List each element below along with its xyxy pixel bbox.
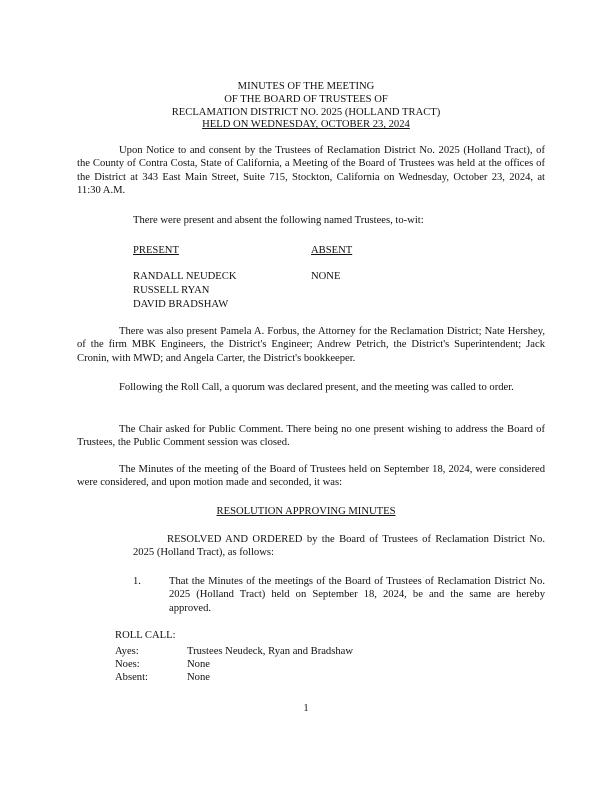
present-trustee-1: RANDALL NEUDECK: [133, 271, 237, 282]
title-line-3: RECLAMATION DISTRICT NO. 2025 (HOLLAND TRACT): [171, 106, 441, 118]
roll-call-row-ayes: [115, 645, 353, 658]
roll-call-label: Noes:: [115, 659, 140, 670]
attendance-intro: There were present and absent the following named Trustees, to-wit:: [133, 215, 424, 226]
present-header: PRESENT: [133, 245, 179, 256]
roll-call-value: None: [187, 659, 210, 670]
roll-call-value: Trustees Neudeck, Ryan and Bradshaw: [187, 646, 354, 657]
present-trustee-3: DAVID BRADSHAW: [133, 299, 229, 310]
absent-trustee-1: NONE: [311, 271, 341, 282]
public-comment-paragraph: The Chair asked for Public Comment. There being no one present wishing to address the Board of Trustees, the Public Comment session was closed.: [77, 424, 545, 449]
resolved-paragraph: RESOLVED AND ORDERED by the Board of Trustees of Reclamation District No. 2025 (Holland Tract), as follows:: [133, 534, 545, 559]
title-line-1: MINUTES OF THE MEETING: [237, 81, 375, 92]
resolution-item-number: 1.: [133, 576, 141, 587]
roll-call-heading: ROLL CALL:: [115, 630, 176, 641]
minutes-paragraph: The Minutes of the meeting of the Board of Trustees held on September 18, 2024, were considered were considered, and upon motion made and seconded, it was:: [77, 464, 545, 489]
roll-call-label: Absent:: [115, 672, 148, 683]
document-title: [0, 81, 612, 132]
page-number: 1: [303, 703, 309, 714]
absent-header: ABSENT: [311, 245, 353, 256]
also-present-paragraph: There was also present Pamela A. Forbus, the Attorney for the Reclamation District; Nate Hershey, of the firm MBK Engineers, the District's Engineer; Andrew Petrich, the District's Superintendent; Jack Cronin, with MWD; and Angela Carter, the District's bookkeeper.: [77, 326, 545, 364]
roll-call-label: Ayes:: [115, 646, 139, 657]
title-line-2: OF THE BOARD OF TRUSTEES OF: [224, 93, 388, 105]
present-trustee-2: RUSSELL RYAN: [133, 285, 210, 296]
title-line-4: HELD ON WEDNESDAY, OCTOBER 23, 2024: [202, 119, 410, 131]
intro-paragraph: Upon Notice to and consent by the Trustees of Reclamation District No. 2025 (Holland Tract), of the County of Contra Costa, State of California, a Meeting of the Board of Trustees was held at the offices of the District at 343 East Main Street, Suite 715, Stockton, California on Wednesday, October 23, 2024, at 11:30 A.M.: [77, 145, 545, 197]
roll-call-paragraph: Following the Roll Call, a quorum was declared present, and the meeting was called to order.: [119, 382, 514, 393]
roll-call-row-absent: [115, 671, 210, 684]
resolution-item-text: That the Minutes of the meetings of the Board of Trustees of Reclamation District No. 2025 (Holland Tract) held on September 18, 2024, be and the same are hereby approved.: [169, 576, 545, 614]
roll-call-value: None: [187, 672, 210, 683]
roll-call-row-noes: [115, 658, 210, 671]
resolution-heading: RESOLUTION APPROVING MINUTES: [216, 506, 396, 517]
